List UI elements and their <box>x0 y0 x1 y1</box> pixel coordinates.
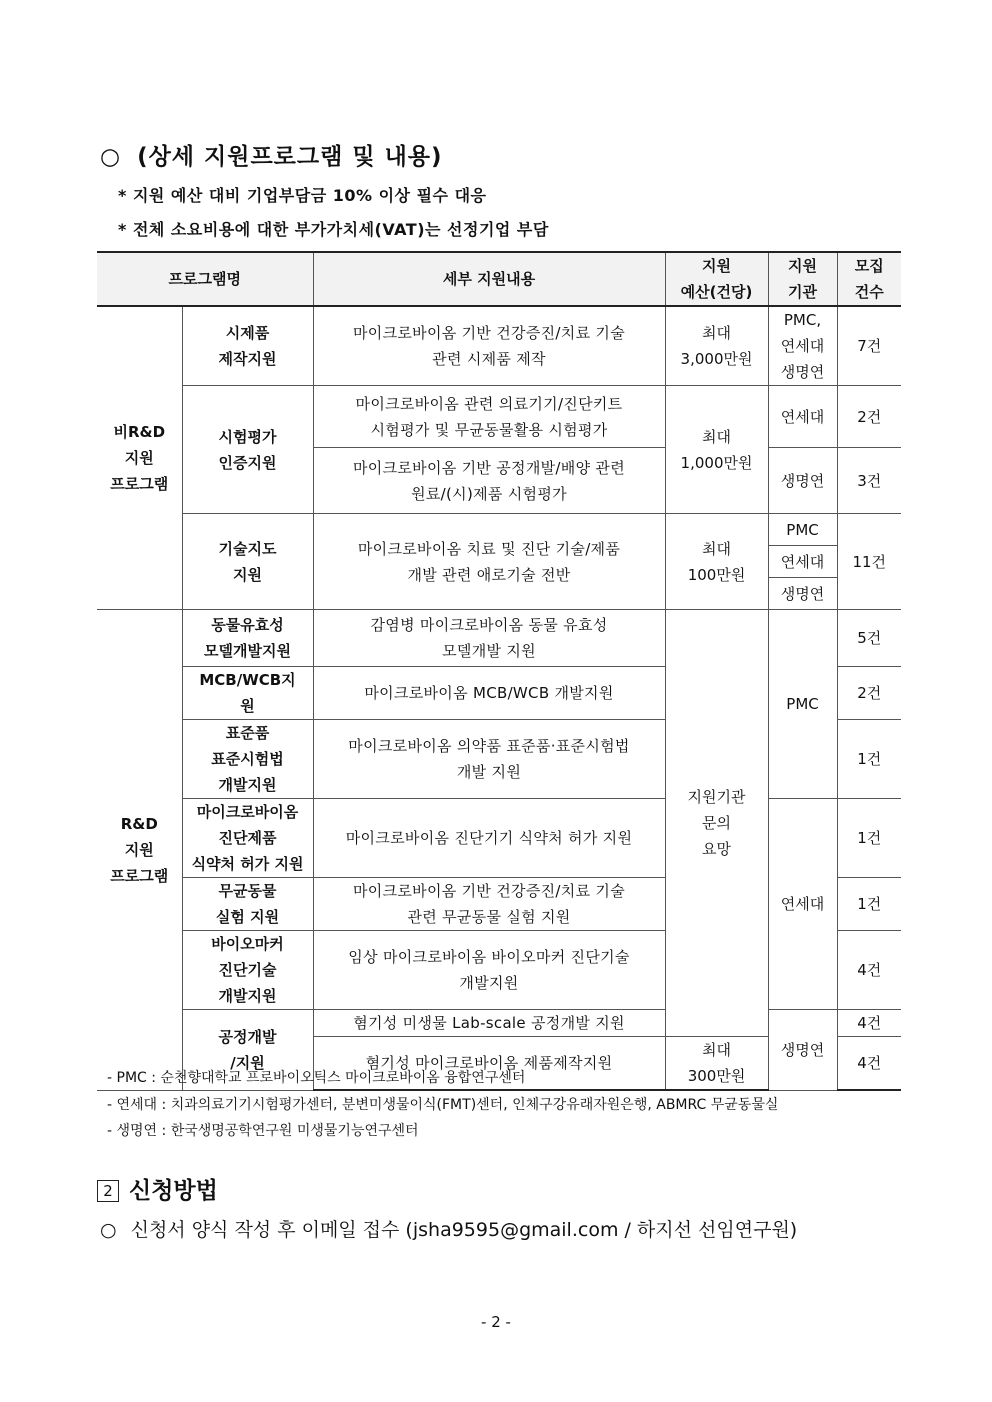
table-header-row <box>97 252 901 306</box>
agency-cell: 생명연 <box>768 1010 837 1091</box>
count-cell: 11건 <box>837 514 901 610</box>
table-row <box>97 799 901 878</box>
agency-cell: 연세대 <box>768 386 837 448</box>
group-rnd: R&D 지원 프로그램 <box>97 610 182 1091</box>
group-nonrnd: 비R&D 지원 프로그램 <box>97 306 182 610</box>
detail-cell: 마이크로바이옴 관련 의료기기/진단키트 시험평가 및 무균동물활용 시험평가 <box>313 386 665 448</box>
program-table <box>97 251 901 1091</box>
budget-cell: 최대 3,000만원 <box>665 306 768 386</box>
program-germfree: 무균동물 실험 지원 <box>182 878 313 931</box>
header-count: 모집 건수 <box>837 252 901 306</box>
detail-cell: 마이크로바이옴 진단기기 식약처 허가 지원 <box>313 799 665 878</box>
apply-section-title: 신청방법 <box>129 1178 218 1204</box>
footnote-kribb: - 생명연 : 한국생명공학연구원 미생물기능연구센터 <box>107 1123 419 1139</box>
header-detail: 세부 지원내용 <box>313 252 665 306</box>
apply-text: 신청서 양식 작성 후 이메일 접수 (jsha9595@gmail.com / 하지선 선임연구원) <box>130 1219 798 1241</box>
table-row <box>97 1010 901 1037</box>
count-cell: 1건 <box>837 720 901 799</box>
count-cell: 4건 <box>837 931 901 1010</box>
table-row <box>97 610 901 667</box>
detail-cell: 마이크로바이옴 MCB/WCB 개발지원 <box>313 667 665 720</box>
section-title: (상세 지원프로그램 및 내용) <box>137 144 443 170</box>
program-tech-guidance: 기술지도 지원 <box>182 514 313 610</box>
section-heading <box>100 138 443 171</box>
detail-cell: 임상 마이크로바이옴 바이오마커 진단기술 개발지원 <box>313 931 665 1010</box>
note-vat: * 전체 소요비용에 대한 부가가치세(VAT)는 선정기업 부담 <box>118 220 549 239</box>
count-cell: 1건 <box>837 878 901 931</box>
count-cell: 3건 <box>837 448 901 514</box>
section-number-box: 2 <box>97 1180 119 1202</box>
footnote-yonsei: - 연세대 : 치과의료기기시험평가센터, 분변미생물이식(FMT)센터, 인체구강유래자원은행, ABMRC 무균동물실 <box>107 1097 779 1113</box>
detail-cell: 혐기성 마이크로바이옴 제품제작지원 <box>313 1037 665 1091</box>
program-animal-model: 동물유효성 모델개발지원 <box>182 610 313 667</box>
agency-cell: PMC, 연세대 생명연 <box>768 306 837 386</box>
budget-cell: 최대 1,000만원 <box>665 386 768 514</box>
circle-bullet: ○ <box>100 144 122 170</box>
note-budget: * 지원 예산 대비 기업부담금 10% 이상 필수 대응 <box>118 186 487 205</box>
header-program: 프로그램명 <box>97 252 313 306</box>
header-budget: 지원 예산(건당) <box>665 252 768 306</box>
detail-cell: 마이크로바이옴 기반 건강증진/치료 기술 관련 무균동물 실험 지원 <box>313 878 665 931</box>
program-mcb-wcb: MCB/WCB지 원 <box>182 667 313 720</box>
apply-instruction <box>100 1215 797 1242</box>
detail-cell: 마이크로바이옴 의약품 표준품·표준시험법 개발 지원 <box>313 720 665 799</box>
detail-cell: 마이크로바이옴 기반 공정개발/배양 관련 원료/(시)제품 시험평가 <box>313 448 665 514</box>
circle-bullet: ○ <box>100 1219 117 1241</box>
header-agency: 지원 기관 <box>768 252 837 306</box>
program-process: 공정개발 /지원 <box>182 1010 313 1091</box>
agency-cell: PMC <box>768 514 837 546</box>
detail-cell: 마이크로바이옴 기반 건강증진/치료 기술 관련 시제품 제작 <box>313 306 665 386</box>
budget-cell: 지원기관 문의 요망 <box>665 610 768 1037</box>
count-cell: 2건 <box>837 667 901 720</box>
table-row <box>97 306 901 386</box>
table-row <box>97 386 901 448</box>
agency-cell: 연세대 <box>768 799 837 1010</box>
count-cell: 7건 <box>837 306 901 386</box>
agency-cell: 생명연 <box>768 578 837 610</box>
count-cell: 5건 <box>837 610 901 667</box>
program-diagnostic-approval: 마이크로바이옴 진단제품 식약처 허가 지원 <box>182 799 313 878</box>
program-biomarker: 바이오마커 진단기술 개발지원 <box>182 931 313 1010</box>
program-test-eval: 시험평가 인증지원 <box>182 386 313 514</box>
count-cell: 1건 <box>837 799 901 878</box>
table-row <box>97 514 901 546</box>
budget-cell: 최대 300만원 <box>665 1037 768 1091</box>
agency-cell: 연세대 <box>768 546 837 578</box>
apply-section-heading <box>97 1172 218 1205</box>
page-number: - 2 - <box>481 1313 511 1331</box>
count-cell: 2건 <box>837 386 901 448</box>
detail-cell: 감염병 마이크로바이옴 동물 유효성 모델개발 지원 <box>313 610 665 667</box>
program-standard: 표준품 표준시험법 개발지원 <box>182 720 313 799</box>
detail-cell: 혐기성 미생물 Lab-scale 공정개발 지원 <box>313 1010 665 1037</box>
footnote-pmc: - PMC : 순천향대학교 프로바이오틱스 마이크로바이옴 융합연구센터 <box>107 1070 526 1086</box>
count-cell: 4건 <box>837 1010 901 1037</box>
agency-cell: 생명연 <box>768 448 837 514</box>
agency-cell: PMC <box>768 610 837 799</box>
program-prototype: 시제품 제작지원 <box>182 306 313 386</box>
budget-cell: 최대 100만원 <box>665 514 768 610</box>
count-cell: 4건 <box>837 1037 901 1091</box>
detail-cell: 마이크로바이옴 치료 및 진단 기술/제품 개발 관련 애로기술 전반 <box>313 514 665 610</box>
